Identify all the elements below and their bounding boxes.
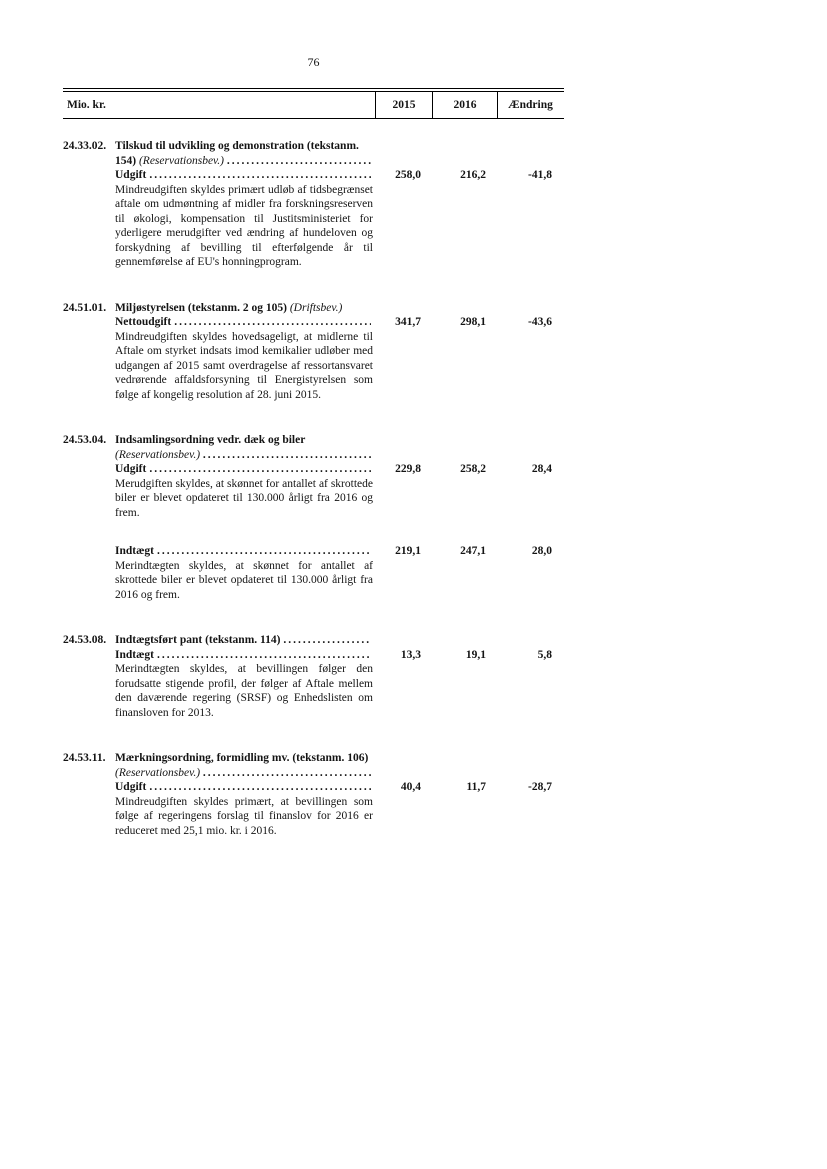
budget-entries	[63, 139, 564, 838]
table-header	[63, 88, 564, 119]
value-2015: 219,1	[395, 545, 421, 557]
entry-note: Mindreudgiften skyldes primært, at bevillingen som følge af regeringens forslag til finanslov for 2016 er reduceret med 25,1 mio. kr. i 2016.	[115, 795, 373, 837]
column-header-change: Ændring	[497, 92, 563, 118]
entry-code: 24.53.08.	[63, 634, 107, 646]
value-change: 28,4	[531, 463, 552, 475]
budget-entry	[63, 433, 564, 602]
page-number: 76	[307, 55, 320, 69]
entry-bevilling-type: (Reservationsbev.)	[138, 154, 225, 167]
entry-row-block	[63, 780, 564, 838]
dotted-leader	[149, 780, 371, 795]
entry-bevilling-type: (Reservationsbev.)	[115, 766, 201, 779]
entry-amount-row	[63, 168, 564, 183]
entry-note: Mindreudgiften skyldes primært udløb af tidsbegrænset aftale om udmøntning af midler fra forskningsreserven til økologi, kompensation til Justitsministeriet for yderligere merudgifter ved ændring af hundeloven og forskydning af bevilling til efterfølgende år til gennemførelse af EU's honningprogram.	[115, 183, 373, 268]
entry-title: Mærkningsordning, formidling mv. (tekstanm. 106)	[115, 752, 369, 764]
table-header-row	[63, 91, 564, 119]
value-2015: 40,4	[400, 781, 421, 793]
entry-title-block	[115, 433, 375, 462]
amount-label: Nettoudgift	[115, 316, 172, 328]
value-2016: 247,1	[460, 545, 486, 557]
entry-row-block	[63, 648, 564, 721]
budget-entry	[63, 139, 564, 270]
unit-label: Mio. kr.	[67, 99, 106, 111]
value-2015: 341,7	[395, 316, 421, 328]
entry-title-block	[115, 751, 375, 780]
entry-title-block	[115, 301, 375, 316]
amount-label: Indtægt	[115, 545, 154, 557]
value-change: 28,0	[531, 545, 552, 557]
value-change: -28,7	[528, 781, 552, 793]
dotted-leader	[149, 168, 371, 183]
entry-bevilling-type: (Reservationsbev.)	[115, 448, 201, 461]
value-2016: 258,2	[460, 463, 486, 475]
entry-title: Indtægtsført pant (tekstanm. 114)	[115, 634, 281, 646]
amount-label: Udgift	[115, 169, 147, 181]
budget-entry	[63, 301, 564, 403]
amount-label: Udgift	[115, 781, 147, 793]
entry-amount-row	[63, 462, 564, 477]
dotted-leader	[157, 544, 371, 559]
entry-heading	[63, 139, 564, 168]
entry-amount-row	[63, 648, 564, 663]
entry-amount-row	[63, 544, 564, 559]
entry-heading	[63, 433, 564, 462]
value-2015: 258,0	[395, 169, 421, 181]
entry-note: Merindtægten skyldes, at bevillingen følger den forudsatte stigende profil, der følger af Aftale mellem den daværende regering (SRSF) og Enhedslisten om finansloven for 2013.	[115, 663, 373, 719]
row-text-col	[63, 168, 375, 183]
value-change: -41,8	[528, 169, 552, 181]
entry-title: Tilskud til udvikling og demonstration (tekstanm. 154)	[115, 140, 359, 167]
dotted-leader: ..............................	[226, 154, 374, 167]
entry-heading	[63, 301, 564, 316]
entry-row-block	[63, 168, 564, 270]
entry-amount-row	[63, 315, 564, 330]
page-content	[63, 55, 564, 869]
value-2015: 13,3	[400, 648, 421, 661]
entry-title: Miljøstyrelsen (tekstanm. 2 og 105)	[115, 301, 287, 314]
amount-label: Indtægt	[115, 648, 154, 661]
entry-note: Merindtægten skyldes, at skønnet for antallet af skrottede biler er blevet opdateret til 130.000 årligt fra 2016 og frem.	[115, 559, 373, 601]
row-text-col	[63, 462, 375, 477]
entry-note: Mindreudgiften skyldes hovedsageligt, at midlerne til Aftale om styrket indsats imod kemikalier udløber med udgangen af 2015 samt overdragelse af ressortansvaret vedrørende affaldsforsyning til Energistyrelsen som følge af kongelig resolution af 28. juni 2015.	[115, 330, 373, 401]
dotted-leader: ...................................	[202, 448, 374, 461]
entry-code: 24.33.02.	[63, 140, 107, 152]
row-text-col	[63, 780, 375, 795]
dotted-leader	[149, 462, 371, 477]
dotted-leader: ..................	[283, 634, 372, 646]
value-2016: 216,2	[460, 169, 486, 181]
entry-title: Indsamlingsordning vedr. dæk og biler	[115, 434, 306, 446]
entry-code: 24.53.11.	[63, 752, 106, 764]
row-text-col	[63, 315, 375, 330]
entry-amount-row	[63, 780, 564, 795]
row-text-col	[63, 544, 375, 559]
budget-entry	[63, 633, 564, 720]
column-header-2016: 2016	[432, 92, 497, 118]
entry-row-block	[63, 462, 564, 520]
value-2016: 298,1	[460, 316, 486, 328]
entry-code: 24.53.04.	[63, 434, 107, 446]
value-change: 5,8	[537, 648, 552, 661]
dotted-leader	[174, 315, 371, 330]
dotted-leader: ...................................	[202, 766, 374, 779]
budget-entry	[63, 751, 564, 838]
entry-heading	[63, 633, 564, 648]
entry-code: 24.51.01.	[63, 301, 107, 314]
entry-title-block	[115, 139, 375, 168]
entry-title-block	[115, 633, 375, 648]
entry-note: Merudgiften skyldes, at skønnet for antallet af skrottede biler er blevet opdateret til 130.000 årligt fra 2016 og frem.	[115, 477, 373, 519]
row-text-col	[63, 648, 375, 663]
entry-bevilling-type: (Driftsbev.)	[289, 301, 343, 314]
value-change: -43,6	[528, 316, 552, 328]
value-2016: 11,7	[466, 781, 486, 793]
dotted-leader	[157, 648, 371, 663]
value-2016: 19,1	[465, 648, 486, 661]
entry-heading	[63, 751, 564, 780]
value-2015: 229,8	[395, 463, 421, 475]
amount-label: Udgift	[115, 463, 147, 475]
entry-row-block	[63, 544, 564, 602]
column-header-2015: 2015	[375, 92, 432, 118]
entry-row-block	[63, 315, 564, 402]
